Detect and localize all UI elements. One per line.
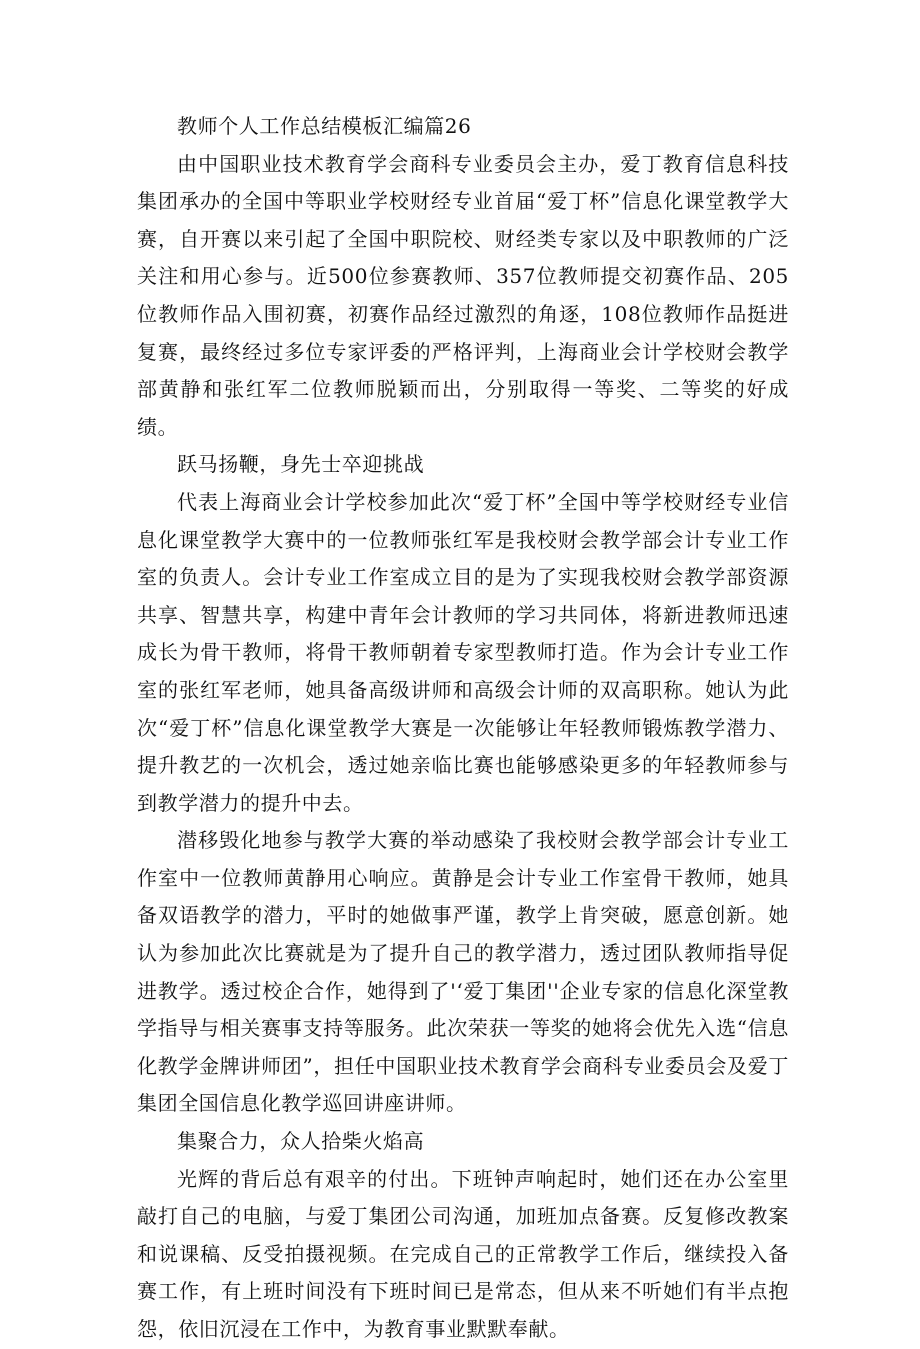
section1-paragraph-2: 潜移毁化地参与教学大赛的举动感染了我校财会教学部会计专业工作室中一位教师黄静用心响应。黄静是会计专业工作室骨干教师，她具备双语教学的潜力，平时的她做事严谨，教学上肯突破，愿意创新。她认为参加此次比赛就是为了提升自己的教学潜力，透过团队教师指导促进教学。透过校企合作，她得到了'‘爱丁集团''企业专家的信息化深堂教学指导与相关赛事支持等服务。此次荣获一等奖的她将会优先入选“信息化教学金牌讲师团”，担任中国职业技术教育学会商科专业委员会及爱丁集团全国信息化教学巡回讲座讲师。 bbox=[137, 828, 789, 1116]
section-heading-challenge: 跃马扬鞭，身先士卒迎挑战 bbox=[177, 452, 425, 477]
document-title: 教师个人工作总结模板汇编篇26 bbox=[177, 114, 472, 138]
section-heading-teamwork: 集聚合力，众人拾柴火焰高 bbox=[177, 1129, 425, 1154]
section2-paragraph-1: 光辉的背后总有艰辛的付出。下班钟声响起时，她们还在办公室里敲打自己的电脑，与爱丁集团公司沟通，加班加点备赛。反复修改教案和说课稿、反受拍摄视频。在完成自己的正常教学工作后，继续投入备赛工作，有上班时间没有下班时间已是常态，但从来不听她们有半点抱怨，依旧沉浸在工作中，为教育事业默默奉献。 bbox=[137, 1166, 789, 1341]
section1-paragraph-1: 代表上海商业会计学校参加此次“爱丁杯”全国中等学校财经专业信息化课堂教学大赛中的一位教师张红军是我校财会教学部会计专业工作室的负责人。会计专业工作室成立目的是为了实现我校财会教学部资源共享、智慧共享，构建中青年会计教师的学习共同体，将新进教师迅速成长为骨干教师，将骨干教师朝着专家型教师打造。作为会计专业工作室的张红军老师，她具备高级讲师和高级会计师的双高职称。她认为此次“爱丁杯”信息化课堂教学大赛是一次能够让年轻教师锻炼教学潜力、提升教艺的一次机会，透过她亲临比赛也能够感染更多的年轻教师参与到教学潜力的提升中去。 bbox=[137, 489, 789, 815]
intro-paragraph: 由中国职业技术教育学会商科专业委员会主办，爱丁教育信息科技集团承办的全国中等职业学校财经专业首届“爱丁杯”信息化课堂教学大赛，自开赛以来引起了全国中职院校、财经类专家以及中职教师的广泛关注和用心参与。近500位参赛教师、357位教师提交初赛作品、205位教师作品入围初赛，初赛作品经过激烈的角逐，108位教师作品挺进复赛，最终经过多位专家评委的严格评判，上海商业会计学校财会教学部黄静和张红军二位教师脱颖而出，分别取得一等奖、二等奖的好成绩。 bbox=[137, 151, 789, 439]
document-page bbox=[137, 108, 789, 1349]
